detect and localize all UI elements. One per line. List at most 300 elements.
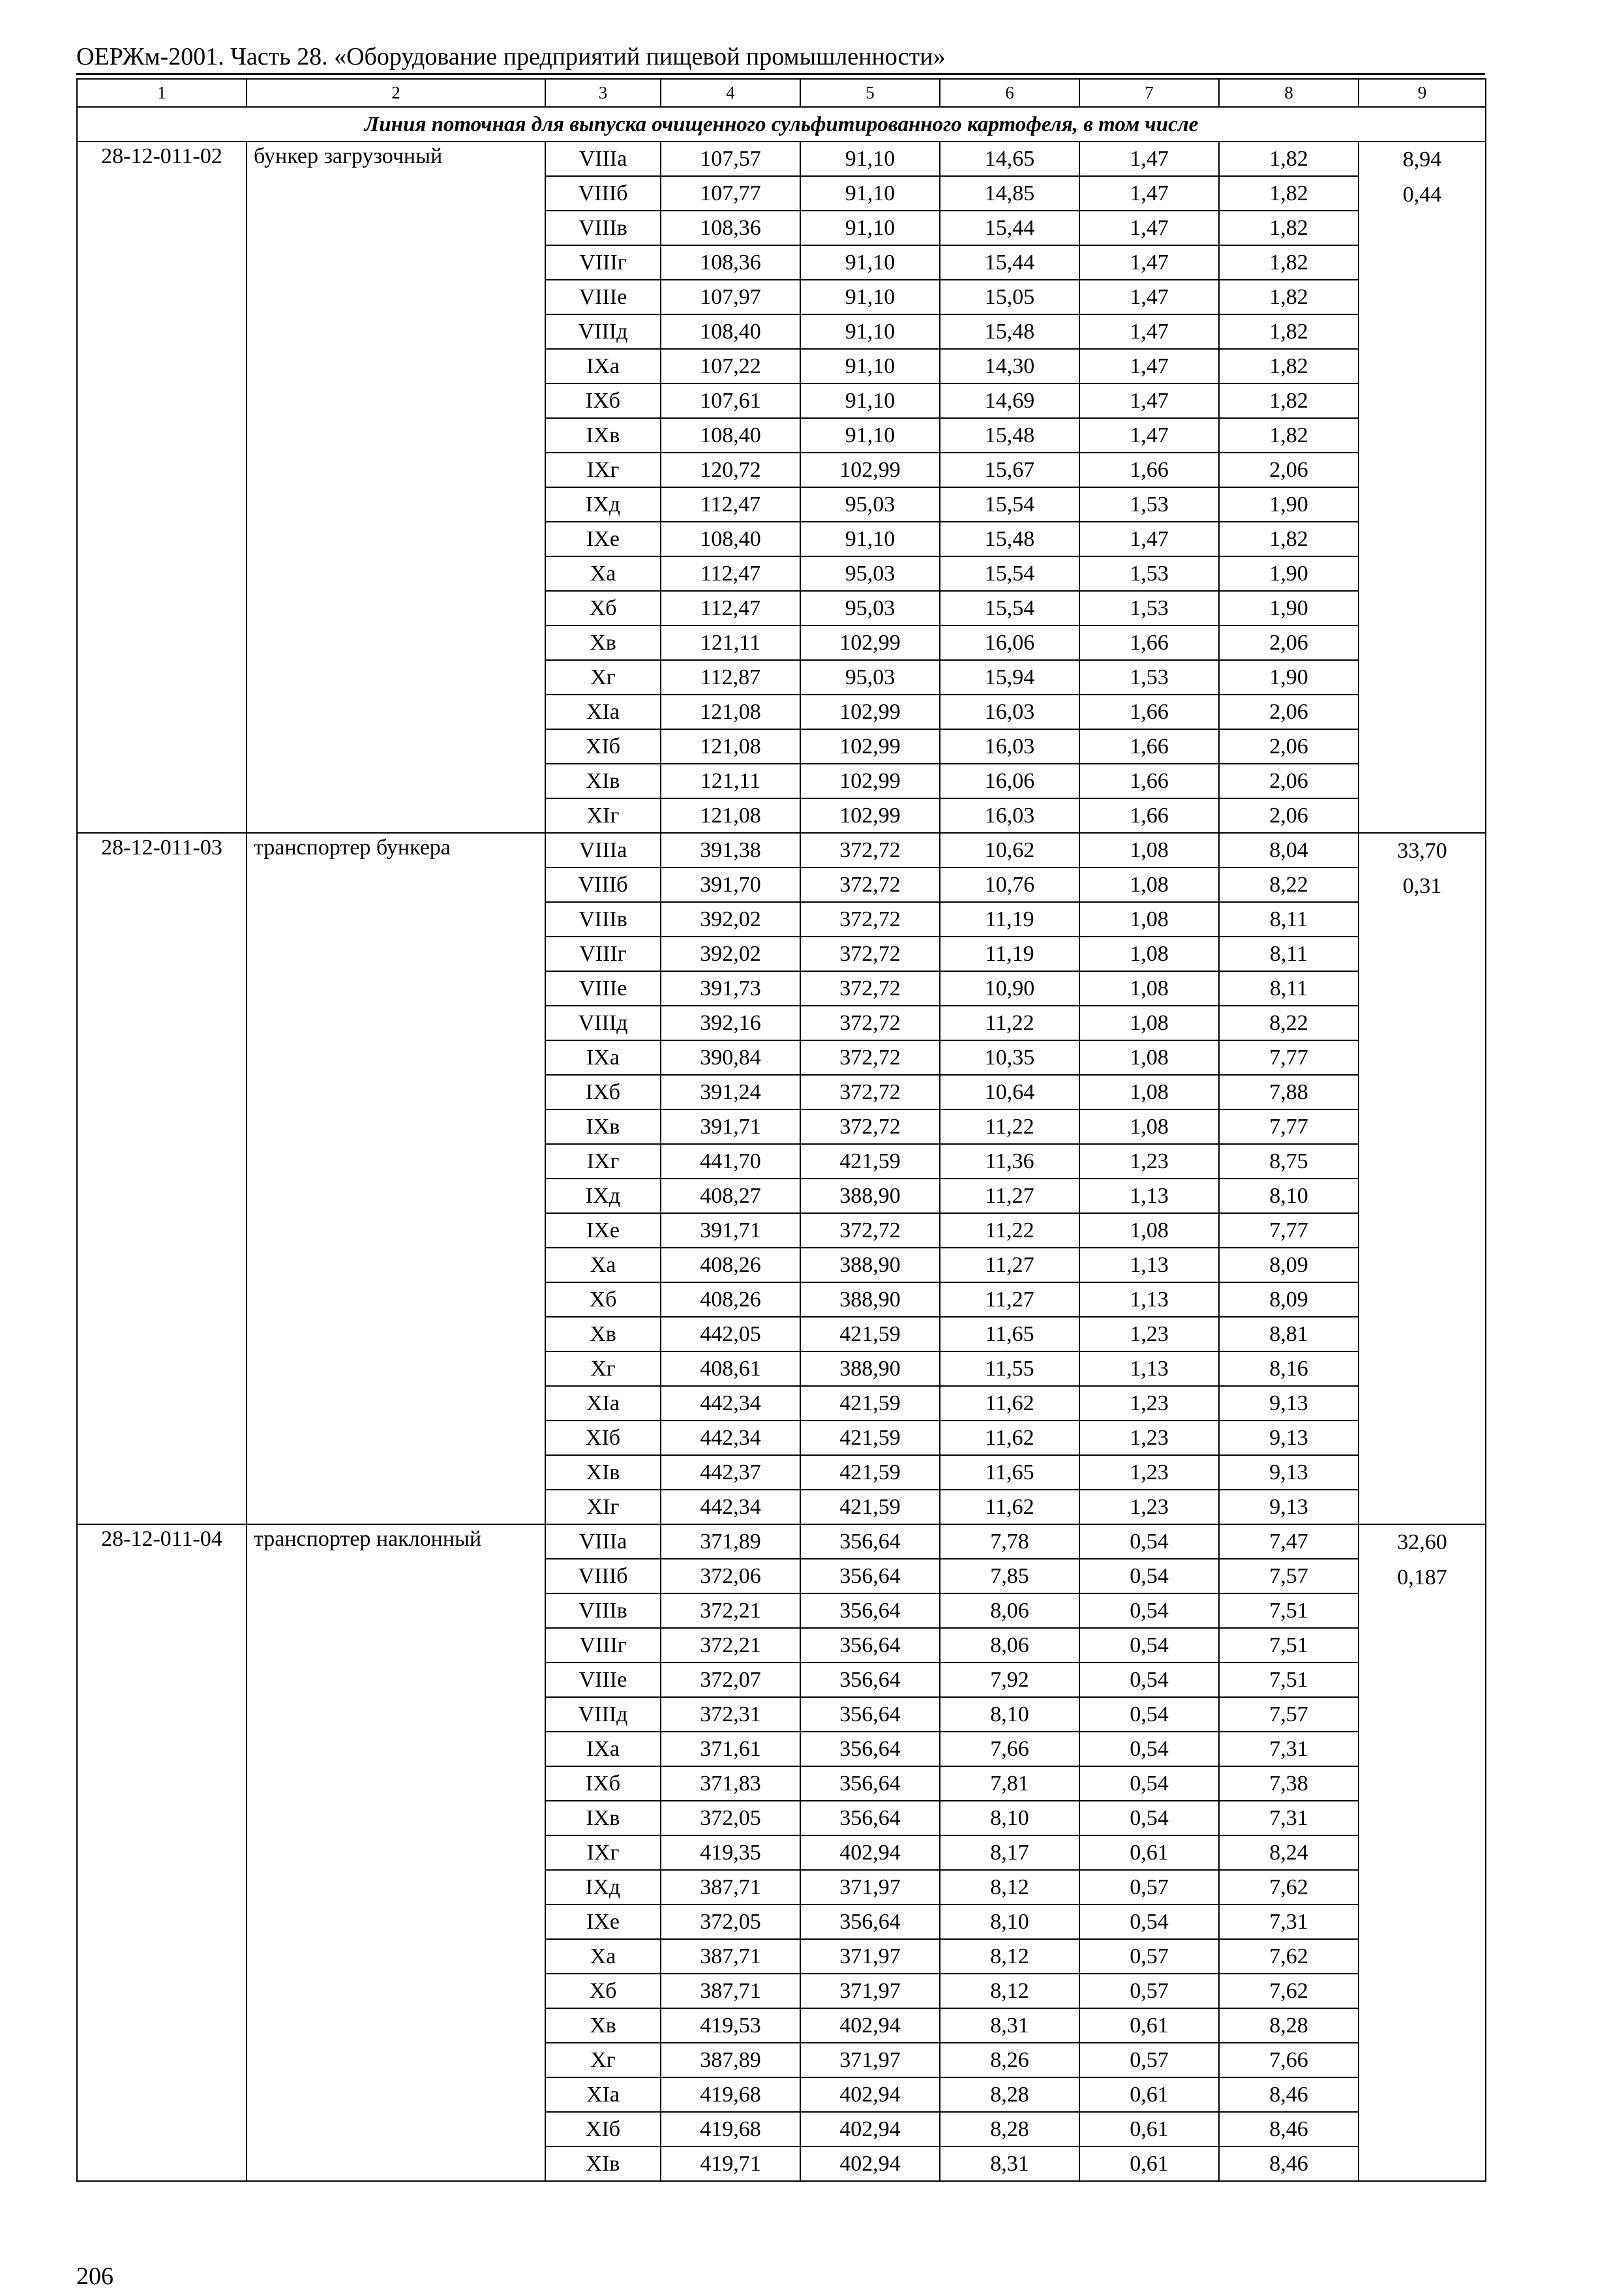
value-cell: 372,72 xyxy=(800,1040,940,1075)
value-cell: 11,36 xyxy=(940,1144,1079,1179)
value-cell: 91,10 xyxy=(800,384,940,418)
section-title-row xyxy=(77,107,1486,142)
zone-cell: IXд xyxy=(545,487,661,522)
value-cell: 1,23 xyxy=(1079,1317,1219,1351)
zone-cell: IXб xyxy=(545,384,661,418)
value-cell: 1,82 xyxy=(1219,384,1359,418)
value-cell: 16,06 xyxy=(940,625,1079,660)
value-cell: 15,48 xyxy=(940,418,1079,453)
value-cell: 372,05 xyxy=(661,1801,800,1835)
value-cell: 95,03 xyxy=(800,591,940,625)
column-number-1: 1 xyxy=(77,79,247,107)
value-cell: 356,64 xyxy=(800,1732,940,1766)
value-cell: 8,81 xyxy=(1219,1317,1359,1351)
value-cell: 2,06 xyxy=(1219,453,1359,487)
column-9-value: 8,94 xyxy=(1402,147,1442,172)
value-cell: 9,13 xyxy=(1219,1386,1359,1421)
zone-cell: VIIIв xyxy=(545,211,661,245)
zone-cell: IXв xyxy=(545,1109,661,1144)
value-cell: 372,21 xyxy=(661,1628,800,1663)
value-cell: 2,06 xyxy=(1219,798,1359,833)
column-number-4: 4 xyxy=(661,79,800,107)
value-cell: 2,06 xyxy=(1219,764,1359,798)
zone-cell: VIIIб xyxy=(545,176,661,211)
zone-cell: VIIIа xyxy=(545,142,661,176)
value-cell: 392,02 xyxy=(661,937,800,971)
page-number: 206 xyxy=(76,2263,113,2290)
zone-cell: IXг xyxy=(545,1835,661,1870)
value-cell: 14,65 xyxy=(940,142,1079,176)
value-cell: 1,82 xyxy=(1219,176,1359,211)
value-cell: 15,44 xyxy=(940,245,1079,280)
value-cell: 2,06 xyxy=(1219,625,1359,660)
zone-cell: Xб xyxy=(545,1974,661,2008)
value-cell: 1,08 xyxy=(1079,1109,1219,1144)
zone-cell: XIв xyxy=(545,1455,661,1490)
value-cell: 1,47 xyxy=(1079,418,1219,453)
column-9-value: 0,44 xyxy=(1402,183,1442,207)
value-cell: 10,90 xyxy=(940,971,1079,1006)
zone-cell: IXа xyxy=(545,349,661,384)
value-cell: 8,06 xyxy=(940,1628,1079,1663)
value-cell: 8,12 xyxy=(940,1939,1079,1974)
value-cell: 356,64 xyxy=(800,1593,940,1628)
value-cell: 7,51 xyxy=(1219,1593,1359,1628)
value-cell: 120,72 xyxy=(661,453,800,487)
value-cell: 107,77 xyxy=(661,176,800,211)
value-cell: 421,59 xyxy=(800,1421,940,1455)
value-cell: 102,99 xyxy=(800,695,940,729)
zone-cell: XIа xyxy=(545,1386,661,1421)
value-cell: 7,77 xyxy=(1219,1109,1359,1144)
value-cell: 102,99 xyxy=(800,764,940,798)
value-cell: 10,35 xyxy=(940,1040,1079,1075)
value-cell: 8,28 xyxy=(940,2077,1079,2112)
value-cell: 8,12 xyxy=(940,1870,1079,1905)
value-cell: 0,61 xyxy=(1079,1835,1219,1870)
value-cell: 1,66 xyxy=(1079,729,1219,764)
value-cell: 7,51 xyxy=(1219,1628,1359,1663)
value-cell: 11,27 xyxy=(940,1179,1079,1213)
value-cell: 108,36 xyxy=(661,245,800,280)
value-cell: 371,83 xyxy=(661,1766,800,1801)
value-cell: 102,99 xyxy=(800,625,940,660)
value-cell: 1,08 xyxy=(1079,833,1219,867)
value-cell: 1,47 xyxy=(1079,142,1219,176)
value-cell: 0,57 xyxy=(1079,2043,1219,2077)
column-9-values xyxy=(1359,1524,1486,2181)
value-cell: 107,61 xyxy=(661,384,800,418)
value-cell: 392,16 xyxy=(661,1006,800,1040)
value-cell: 14,30 xyxy=(940,349,1079,384)
value-cell: 8,46 xyxy=(1219,2147,1359,2181)
value-cell: 9,13 xyxy=(1219,1490,1359,1524)
value-cell: 8,11 xyxy=(1219,937,1359,971)
value-cell: 11,55 xyxy=(940,1351,1079,1386)
table-row xyxy=(77,1524,1486,1559)
value-cell: 356,64 xyxy=(800,1559,940,1593)
zone-cell: VIIIв xyxy=(545,902,661,937)
value-cell: 1,47 xyxy=(1079,176,1219,211)
column-number-row xyxy=(77,79,1486,107)
value-cell: 8,22 xyxy=(1219,867,1359,902)
value-cell: 1,53 xyxy=(1079,556,1219,591)
value-cell: 0,54 xyxy=(1079,1559,1219,1593)
value-cell: 11,62 xyxy=(940,1421,1079,1455)
value-cell: 102,99 xyxy=(800,729,940,764)
value-cell: 392,02 xyxy=(661,902,800,937)
zone-cell: VIIIв xyxy=(545,1593,661,1628)
zone-cell: XIа xyxy=(545,2077,661,2112)
column-number-8: 8 xyxy=(1219,79,1359,107)
value-cell: 441,70 xyxy=(661,1144,800,1179)
value-cell: 1,82 xyxy=(1219,314,1359,349)
value-cell: 108,40 xyxy=(661,418,800,453)
column-number-5: 5 xyxy=(800,79,940,107)
value-cell: 1,08 xyxy=(1079,1075,1219,1109)
value-cell: 107,22 xyxy=(661,349,800,384)
value-cell: 356,64 xyxy=(800,1697,940,1732)
value-cell: 108,36 xyxy=(661,211,800,245)
value-cell: 7,66 xyxy=(940,1732,1079,1766)
value-cell: 1,90 xyxy=(1219,591,1359,625)
position-code: 28-12-011-03 xyxy=(77,833,247,1524)
column-number-6: 6 xyxy=(940,79,1079,107)
zone-cell: IXб xyxy=(545,1075,661,1109)
equipment-name: транспортер бункера xyxy=(247,833,545,1524)
value-cell: 0,54 xyxy=(1079,1905,1219,1939)
zone-cell: IXд xyxy=(545,1179,661,1213)
value-cell: 16,06 xyxy=(940,764,1079,798)
value-cell: 421,59 xyxy=(800,1317,940,1351)
value-cell: 8,09 xyxy=(1219,1248,1359,1282)
zone-cell: Xб xyxy=(545,591,661,625)
value-cell: 402,94 xyxy=(800,2147,940,2181)
value-cell: 0,54 xyxy=(1079,1628,1219,1663)
value-cell: 7,77 xyxy=(1219,1213,1359,1248)
value-cell: 372,72 xyxy=(800,937,940,971)
value-cell: 8,75 xyxy=(1219,1144,1359,1179)
value-cell: 1,23 xyxy=(1079,1490,1219,1524)
value-cell: 372,31 xyxy=(661,1697,800,1732)
page-header-title: ОЕРЖм-2001. Часть 28. «Оборудование предприятий пищевой промышленности» xyxy=(76,43,946,70)
value-cell: 442,37 xyxy=(661,1455,800,1490)
column-9-values xyxy=(1359,833,1486,1524)
value-cell: 91,10 xyxy=(800,314,940,349)
value-cell: 1,66 xyxy=(1079,695,1219,729)
value-cell: 7,62 xyxy=(1219,1939,1359,1974)
value-cell: 15,54 xyxy=(940,487,1079,522)
value-cell: 371,97 xyxy=(800,1939,940,1974)
value-cell: 7,31 xyxy=(1219,1905,1359,1939)
value-cell: 1,47 xyxy=(1079,280,1219,314)
value-cell: 15,54 xyxy=(940,591,1079,625)
value-cell: 15,94 xyxy=(940,660,1079,695)
value-cell: 0,61 xyxy=(1079,2112,1219,2147)
value-cell: 8,11 xyxy=(1219,902,1359,937)
value-cell: 11,27 xyxy=(940,1248,1079,1282)
value-cell: 391,70 xyxy=(661,867,800,902)
value-cell: 388,90 xyxy=(800,1179,940,1213)
value-cell: 442,05 xyxy=(661,1317,800,1351)
value-cell: 8,09 xyxy=(1219,1282,1359,1317)
zone-cell: VIIIа xyxy=(545,833,661,867)
value-cell: 391,71 xyxy=(661,1213,800,1248)
value-cell: 10,64 xyxy=(940,1075,1079,1109)
value-cell: 102,99 xyxy=(800,798,940,833)
value-cell: 1,66 xyxy=(1079,798,1219,833)
value-cell: 14,69 xyxy=(940,384,1079,418)
zone-cell: Xб xyxy=(545,1282,661,1317)
value-cell: 11,22 xyxy=(940,1109,1079,1144)
value-cell: 8,28 xyxy=(940,2112,1079,2147)
value-cell: 10,76 xyxy=(940,867,1079,902)
value-cell: 7,85 xyxy=(940,1559,1079,1593)
value-cell: 7,66 xyxy=(1219,2043,1359,2077)
zone-cell: VIIIд xyxy=(545,314,661,349)
value-cell: 7,62 xyxy=(1219,1974,1359,2008)
value-cell: 121,08 xyxy=(661,729,800,764)
zone-cell: VIIIа xyxy=(545,1524,661,1559)
value-cell: 108,40 xyxy=(661,314,800,349)
zone-cell: Xв xyxy=(545,2008,661,2043)
value-cell: 7,47 xyxy=(1219,1524,1359,1559)
column-9-value: 0,187 xyxy=(1397,1565,1447,1589)
value-cell: 391,38 xyxy=(661,833,800,867)
value-cell: 372,05 xyxy=(661,1905,800,1939)
value-cell: 91,10 xyxy=(800,280,940,314)
value-cell: 8,22 xyxy=(1219,1006,1359,1040)
zone-cell: IXб xyxy=(545,1766,661,1801)
value-cell: 1,66 xyxy=(1079,625,1219,660)
value-cell: 356,64 xyxy=(800,1628,940,1663)
value-cell: 11,65 xyxy=(940,1317,1079,1351)
section-title: Линия поточная для выпуска очищенного сульфитированного картофеля, в том числе xyxy=(77,107,1486,142)
zone-cell: IXг xyxy=(545,453,661,487)
value-cell: 388,90 xyxy=(800,1282,940,1317)
value-cell: 371,61 xyxy=(661,1732,800,1766)
value-cell: 372,72 xyxy=(800,971,940,1006)
value-cell: 8,17 xyxy=(940,1835,1079,1870)
value-cell: 408,27 xyxy=(661,1179,800,1213)
value-cell: 8,10 xyxy=(940,1801,1079,1835)
value-cell: 1,82 xyxy=(1219,418,1359,453)
zone-cell: Xа xyxy=(545,1248,661,1282)
value-cell: 442,34 xyxy=(661,1490,800,1524)
value-cell: 0,61 xyxy=(1079,2147,1219,2181)
value-cell: 9,13 xyxy=(1219,1455,1359,1490)
value-cell: 419,71 xyxy=(661,2147,800,2181)
value-cell: 7,31 xyxy=(1219,1732,1359,1766)
value-cell: 7,81 xyxy=(940,1766,1079,1801)
value-cell: 8,06 xyxy=(940,1593,1079,1628)
value-cell: 16,03 xyxy=(940,695,1079,729)
value-cell: 91,10 xyxy=(800,349,940,384)
value-cell: 388,90 xyxy=(800,1351,940,1386)
value-cell: 1,47 xyxy=(1079,314,1219,349)
value-cell: 8,16 xyxy=(1219,1351,1359,1386)
equipment-name: транспортер наклонный xyxy=(247,1524,545,2181)
zone-cell: Xа xyxy=(545,1939,661,1974)
value-cell: 95,03 xyxy=(800,660,940,695)
value-cell: 7,77 xyxy=(1219,1040,1359,1075)
value-cell: 91,10 xyxy=(800,522,940,556)
value-cell: 121,08 xyxy=(661,798,800,833)
zone-cell: XIв xyxy=(545,764,661,798)
value-cell: 8,46 xyxy=(1219,2112,1359,2147)
value-cell: 112,47 xyxy=(661,556,800,591)
zone-cell: IXе xyxy=(545,1905,661,1939)
value-cell: 0,57 xyxy=(1079,1870,1219,1905)
value-cell: 387,89 xyxy=(661,2043,800,2077)
zone-cell: IXе xyxy=(545,522,661,556)
value-cell: 15,48 xyxy=(940,522,1079,556)
value-cell: 388,90 xyxy=(800,1248,940,1282)
value-cell: 7,57 xyxy=(1219,1697,1359,1732)
value-cell: 112,47 xyxy=(661,591,800,625)
column-number-9: 9 xyxy=(1359,79,1486,107)
value-cell: 8,24 xyxy=(1219,1835,1359,1870)
value-cell: 1,08 xyxy=(1079,971,1219,1006)
value-cell: 1,47 xyxy=(1079,384,1219,418)
value-cell: 11,62 xyxy=(940,1490,1079,1524)
value-cell: 8,10 xyxy=(940,1905,1079,1939)
value-cell: 1,47 xyxy=(1079,211,1219,245)
value-cell: 11,27 xyxy=(940,1282,1079,1317)
value-cell: 402,94 xyxy=(800,2077,940,2112)
value-cell: 7,62 xyxy=(1219,1870,1359,1905)
zone-cell: VIIIе xyxy=(545,971,661,1006)
value-cell: 1,82 xyxy=(1219,142,1359,176)
zone-cell: XIв xyxy=(545,2147,661,2181)
value-cell: 10,62 xyxy=(940,833,1079,867)
value-cell: 1,13 xyxy=(1079,1248,1219,1282)
value-cell: 2,06 xyxy=(1219,695,1359,729)
value-cell: 1,66 xyxy=(1079,764,1219,798)
value-cell: 8,10 xyxy=(940,1697,1079,1732)
value-cell: 372,72 xyxy=(800,1109,940,1144)
value-cell: 1,08 xyxy=(1079,1006,1219,1040)
value-cell: 102,99 xyxy=(800,453,940,487)
value-cell: 8,28 xyxy=(1219,2008,1359,2043)
column-number-2: 2 xyxy=(247,79,545,107)
value-cell: 8,26 xyxy=(940,2043,1079,2077)
value-cell: 419,35 xyxy=(661,1835,800,1870)
value-cell: 7,51 xyxy=(1219,1663,1359,1697)
value-cell: 15,67 xyxy=(940,453,1079,487)
norms-table xyxy=(76,78,1486,2182)
value-cell: 372,21 xyxy=(661,1593,800,1628)
value-cell: 1,82 xyxy=(1219,280,1359,314)
value-cell: 419,68 xyxy=(661,2077,800,2112)
value-cell: 1,23 xyxy=(1079,1144,1219,1179)
value-cell: 391,73 xyxy=(661,971,800,1006)
value-cell: 108,40 xyxy=(661,522,800,556)
value-cell: 408,26 xyxy=(661,1282,800,1317)
value-cell: 7,38 xyxy=(1219,1766,1359,1801)
value-cell: 1,23 xyxy=(1079,1455,1219,1490)
zone-cell: VIIIе xyxy=(545,1663,661,1697)
value-cell: 11,62 xyxy=(940,1386,1079,1421)
value-cell: 356,64 xyxy=(800,1905,940,1939)
value-cell: 421,59 xyxy=(800,1386,940,1421)
zone-cell: IXе xyxy=(545,1213,661,1248)
zone-cell: XIа xyxy=(545,695,661,729)
zone-cell: VIIIд xyxy=(545,1006,661,1040)
zone-cell: VIIIг xyxy=(545,1628,661,1663)
value-cell: 356,64 xyxy=(800,1524,940,1559)
value-cell: 402,94 xyxy=(800,2112,940,2147)
value-cell: 1,08 xyxy=(1079,937,1219,971)
value-cell: 91,10 xyxy=(800,142,940,176)
zone-cell: IXд xyxy=(545,1870,661,1905)
value-cell: 371,97 xyxy=(800,1870,940,1905)
zone-cell: IXа xyxy=(545,1040,661,1075)
value-cell: 1,08 xyxy=(1079,1040,1219,1075)
value-cell: 0,57 xyxy=(1079,1939,1219,1974)
value-cell: 1,08 xyxy=(1079,902,1219,937)
value-cell: 7,88 xyxy=(1219,1075,1359,1109)
value-cell: 7,31 xyxy=(1219,1801,1359,1835)
zone-cell: VIIIе xyxy=(545,280,661,314)
zone-cell: XIб xyxy=(545,1421,661,1455)
value-cell: 1,82 xyxy=(1219,522,1359,556)
value-cell: 121,08 xyxy=(661,695,800,729)
zone-cell: IXв xyxy=(545,418,661,453)
value-cell: 16,03 xyxy=(940,798,1079,833)
value-cell: 1,13 xyxy=(1079,1282,1219,1317)
value-cell: 442,34 xyxy=(661,1386,800,1421)
value-cell: 372,07 xyxy=(661,1663,800,1697)
zone-cell: Xв xyxy=(545,1317,661,1351)
value-cell: 1,82 xyxy=(1219,245,1359,280)
value-cell: 16,03 xyxy=(940,729,1079,764)
value-cell: 390,84 xyxy=(661,1040,800,1075)
value-cell: 372,72 xyxy=(800,1006,940,1040)
value-cell: 372,06 xyxy=(661,1559,800,1593)
value-cell: 91,10 xyxy=(800,211,940,245)
value-cell: 8,11 xyxy=(1219,971,1359,1006)
column-9-value: 32,60 xyxy=(1397,1530,1447,1554)
value-cell: 1,47 xyxy=(1079,349,1219,384)
value-cell: 356,64 xyxy=(800,1766,940,1801)
value-cell: 1,82 xyxy=(1219,349,1359,384)
value-cell: 14,85 xyxy=(940,176,1079,211)
value-cell: 402,94 xyxy=(800,2008,940,2043)
value-cell: 0,54 xyxy=(1079,1732,1219,1766)
table-body xyxy=(77,107,1486,2181)
zone-cell: VIIIг xyxy=(545,937,661,971)
column-9-value: 0,31 xyxy=(1402,874,1442,898)
value-cell: 421,59 xyxy=(800,1144,940,1179)
zone-cell: XIб xyxy=(545,729,661,764)
value-cell: 421,59 xyxy=(800,1455,940,1490)
value-cell: 95,03 xyxy=(800,487,940,522)
value-cell: 391,24 xyxy=(661,1075,800,1109)
value-cell: 2,06 xyxy=(1219,729,1359,764)
value-cell: 8,46 xyxy=(1219,2077,1359,2112)
column-9-values xyxy=(1359,142,1486,833)
value-cell: 8,04 xyxy=(1219,833,1359,867)
value-cell: 91,10 xyxy=(800,176,940,211)
value-cell: 112,87 xyxy=(661,660,800,695)
value-cell: 371,89 xyxy=(661,1524,800,1559)
value-cell: 15,48 xyxy=(940,314,1079,349)
value-cell: 11,19 xyxy=(940,902,1079,937)
position-code: 28-12-011-04 xyxy=(77,1524,247,2181)
value-cell: 8,31 xyxy=(940,2008,1079,2043)
value-cell: 1,66 xyxy=(1079,453,1219,487)
